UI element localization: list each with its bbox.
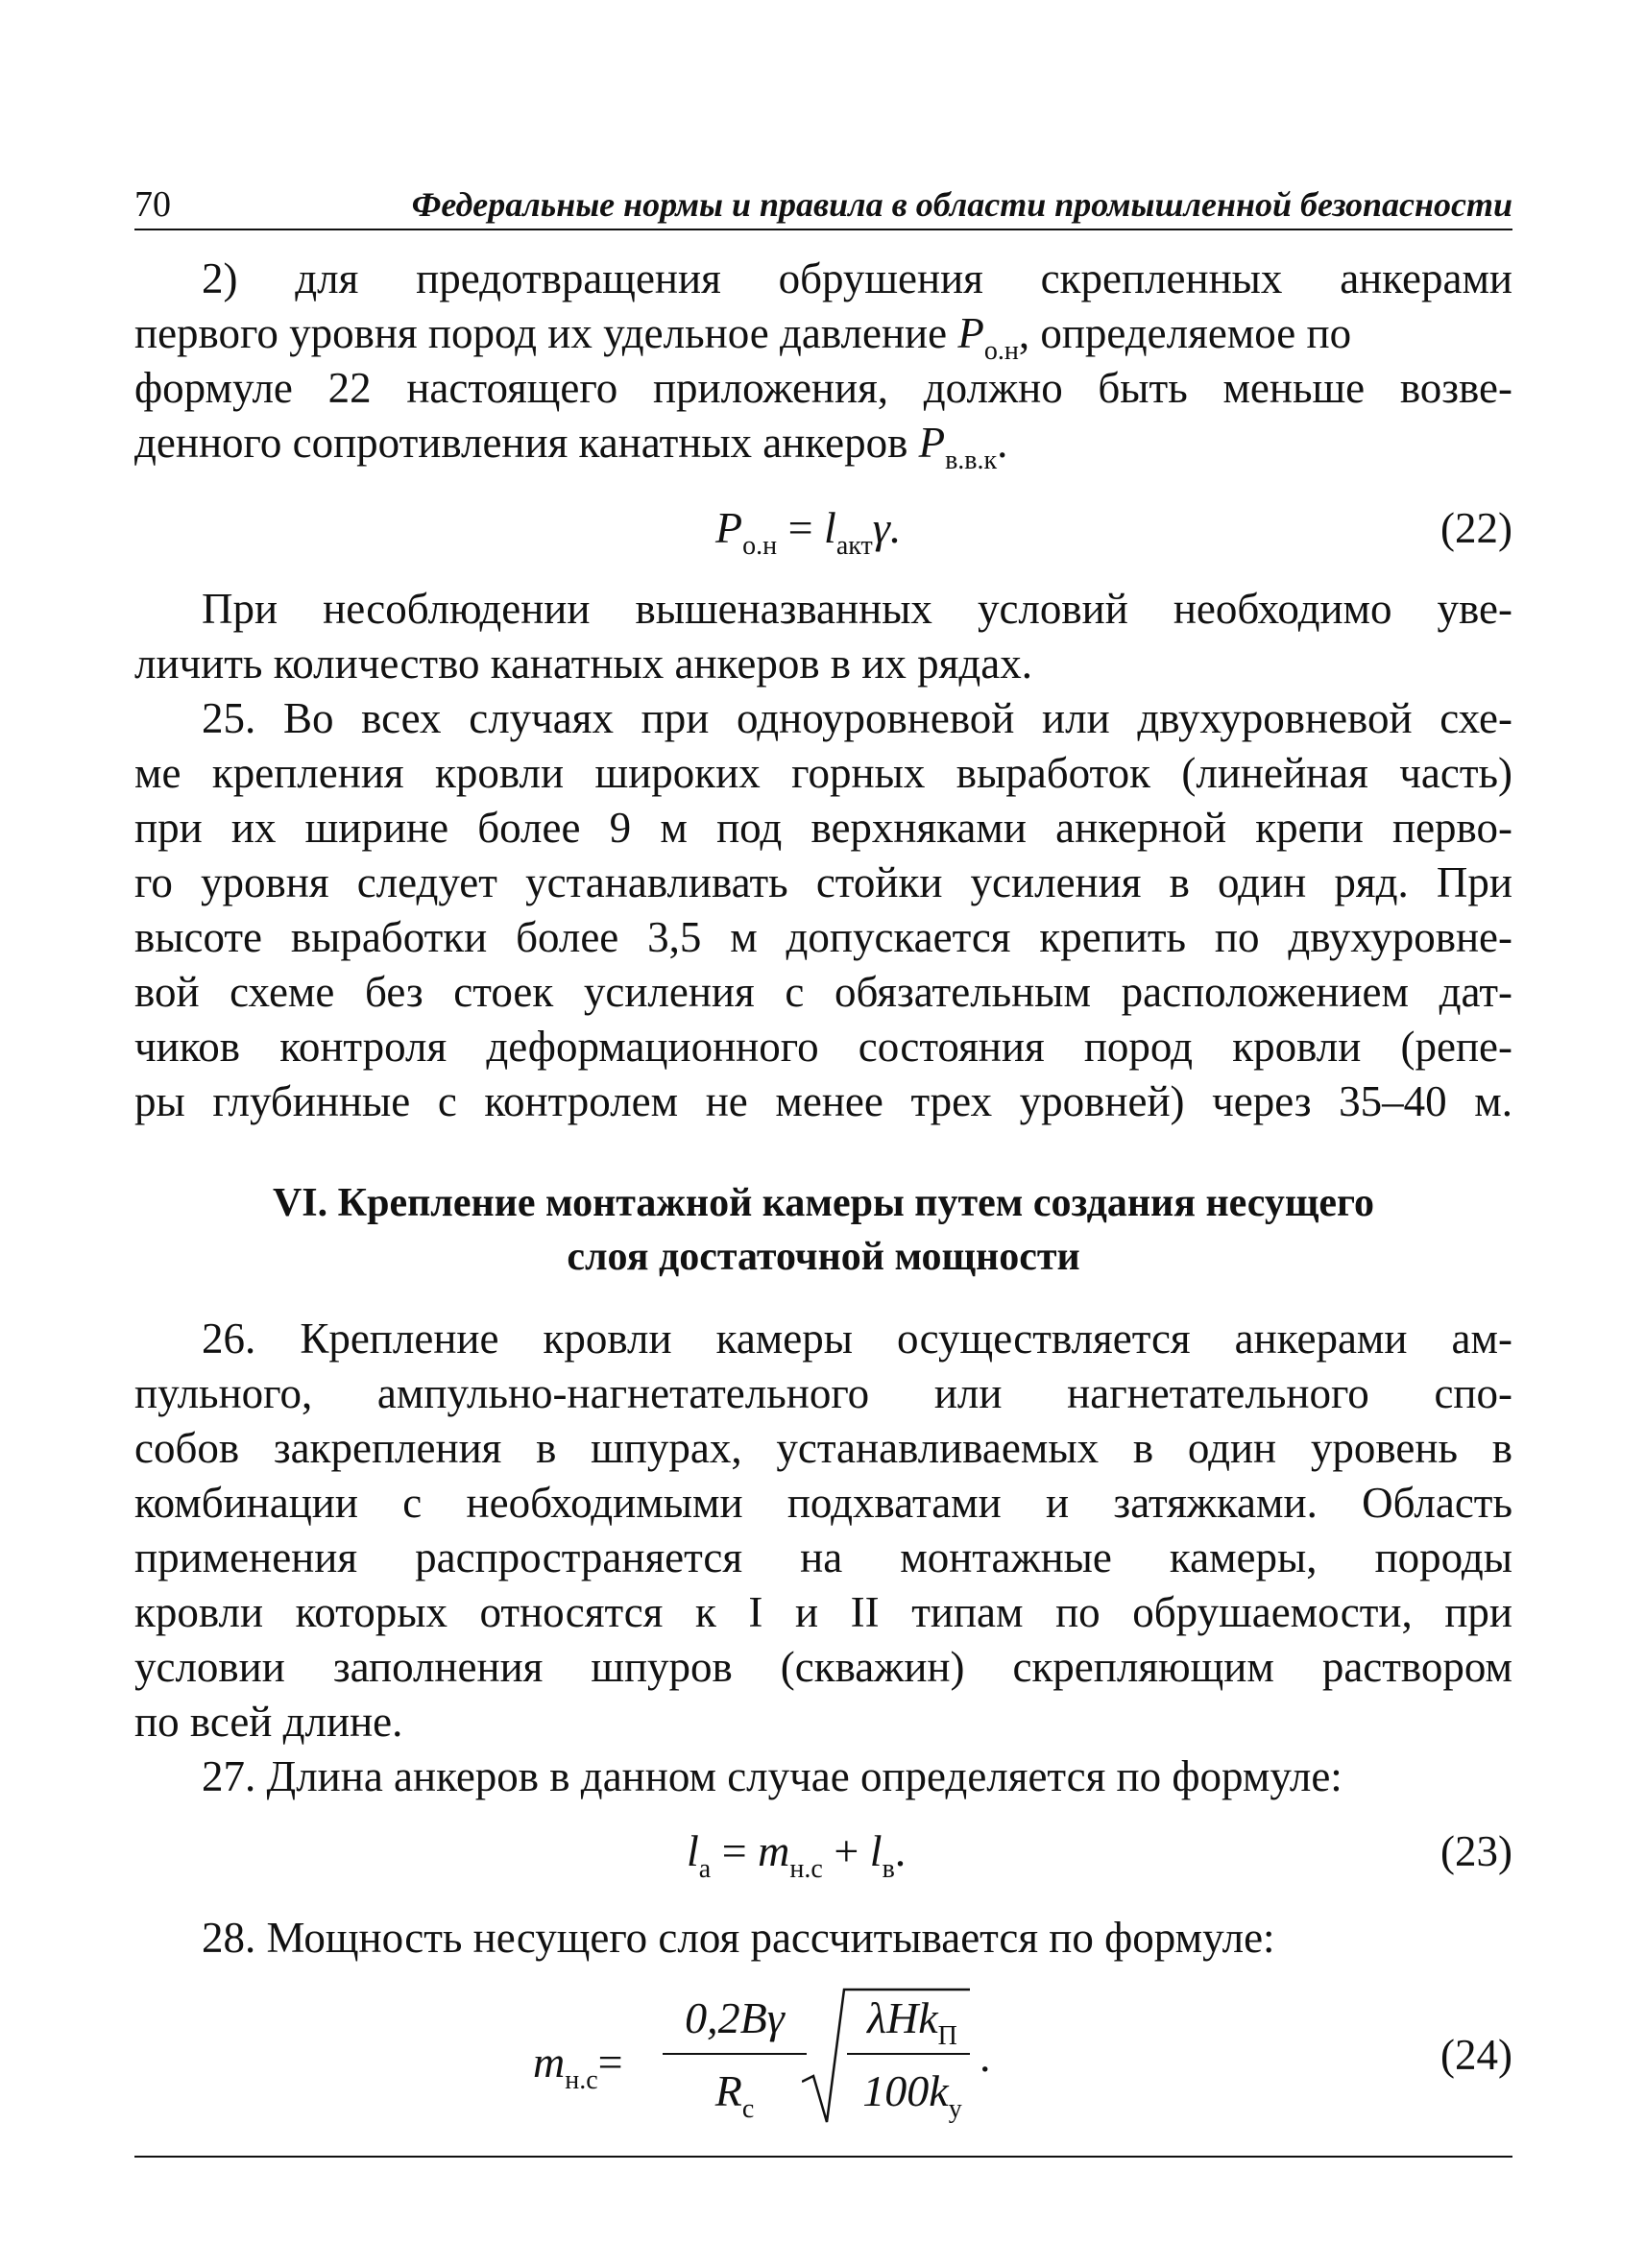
sqrt-denominator [845, 2063, 980, 2124]
symbol-m: m [533, 2038, 566, 2087]
formula-22 [715, 499, 902, 561]
text-line: по всей длине. [134, 1698, 403, 1746]
fraction-denominator [663, 2063, 807, 2124]
section-heading-line: VI. Крепление монтажной камеры путем создания несущего [272, 1181, 1375, 1225]
text-line: применения распространяется на монтажные камеры, породы [134, 1533, 1512, 1581]
text-line: ме крепления кровли широких горных выработок (линейная часть) [134, 749, 1512, 797]
text-line: собов закрепления в шпурах, устанавливаемых в один уровень в [134, 1424, 1512, 1472]
running-title: Федеральные нормы и правила в области промышленной безопасности [411, 185, 1512, 224]
subscript: в.в.к [945, 446, 998, 475]
plus-sign: + [822, 1826, 870, 1875]
text-line: личить количество канатных анкеров в их рядах. [134, 639, 1032, 688]
text-line [134, 306, 1512, 366]
text-line: высоте выработки более 3,5 м допускается крепить по двухуровне- [134, 913, 1512, 961]
sqrt-numerator [845, 1990, 980, 2051]
section-heading-line: слоя достаточной мощности [567, 1235, 1080, 1279]
text-span: . [997, 419, 1008, 467]
subscript: в [882, 1854, 895, 1884]
fraction-bar [663, 2053, 807, 2055]
symbol-P: P [918, 419, 946, 467]
text-line [134, 416, 1512, 475]
footer-rule [134, 2156, 1512, 2158]
sqrt-fraction-bar [847, 2053, 970, 2055]
text-line: 25. Во всех случаях при одноуровневой или двухуровневой схе- [202, 694, 1512, 742]
subscript: н.с [789, 1854, 823, 1884]
header-rule [134, 229, 1512, 230]
subscript: с [741, 2094, 755, 2124]
sqrt-denominator-text: 100k [862, 2066, 949, 2115]
text-line: условии заполнения шпуров (скважин) скрепляющим раствором [134, 1643, 1512, 1691]
page-number: 70 [134, 184, 171, 225]
equation-number: (22) [1440, 504, 1512, 552]
symbol-P: P [715, 503, 743, 552]
sqrt-numerator-text: λHk [867, 1993, 938, 2042]
text-line: 28. Мощность несущего слоя рассчитывается по формуле: [202, 1914, 1275, 1962]
text-line: формуле 22 настоящего приложения, должно быть меньше возве- [134, 364, 1512, 412]
text-line: комбинации с необходимыми подхватами и затяжками. Область [134, 1479, 1512, 1527]
text-line: кровли которых относятся к I и II типам по обрушаемости, при [134, 1588, 1512, 1636]
subscript: н.с [565, 2065, 598, 2095]
symbol-l: l [687, 1826, 699, 1875]
subscript: П [937, 2021, 957, 2051]
equation-number: (23) [1440, 1827, 1512, 1875]
text-line: 26. Крепление кровли камеры осуществляется анкерами ам- [202, 1315, 1512, 1363]
subscript: акт [835, 531, 873, 561]
numerator-text: 0,2Bγ [685, 1993, 785, 2042]
text-line: ры глубинные с контролем не менее трех уровней) через 35–40 м. [134, 1077, 1512, 1125]
symbol-m: m [758, 1826, 790, 1875]
subscript: о.н [983, 336, 1019, 366]
subscript: у [948, 2094, 962, 2124]
page-header [134, 182, 1512, 227]
text-line: го уровня следует устанавливать стойки усиления в один ряд. При [134, 858, 1512, 906]
equation-number: (24) [1440, 2031, 1512, 2079]
symbol-P: P [957, 309, 984, 357]
symbol-gamma: γ. [872, 503, 902, 552]
text-span: , определяемое по [1018, 309, 1352, 357]
text-line: при их ширине более 9 м под верхняками анкерной крепи перво- [134, 804, 1512, 852]
text-line: вой схеме без стоек усиления с обязательным расположением дат- [134, 968, 1512, 1016]
symbol-l: l [869, 1826, 883, 1875]
text-line: При несоблюдении вышеназванных условий необходимо уве- [202, 585, 1512, 633]
text-line: 2) для предотвращения обрушения скрепленных анкерами [202, 254, 1512, 302]
equals-sign: = [597, 2038, 623, 2087]
period: . [894, 1826, 907, 1875]
formula-24-lhs [533, 2034, 623, 2095]
formula-23 [687, 1822, 907, 1884]
period: . [980, 2032, 991, 2081]
text-line: 27. Длина анкеров в данном случае определяется по формуле: [202, 1752, 1343, 1800]
equals-sign: = [777, 503, 825, 552]
fraction-numerator [663, 1990, 807, 2047]
text-line: пульного, ампульно-нагнетательного или нагнетательного спо- [134, 1369, 1512, 1417]
subscript: а [698, 1854, 712, 1884]
subscript: о.н [742, 531, 778, 561]
text-span: денного сопротивления канатных анкеров [134, 419, 919, 467]
text-span: первого уровня пород их удельное давление [134, 309, 958, 357]
text-line: чиков контроля деформационного состояния пород кровли (репе- [134, 1023, 1512, 1071]
symbol-R: R [714, 2066, 742, 2115]
symbol-l: l [824, 503, 836, 552]
equals-sign: = [711, 1826, 759, 1875]
